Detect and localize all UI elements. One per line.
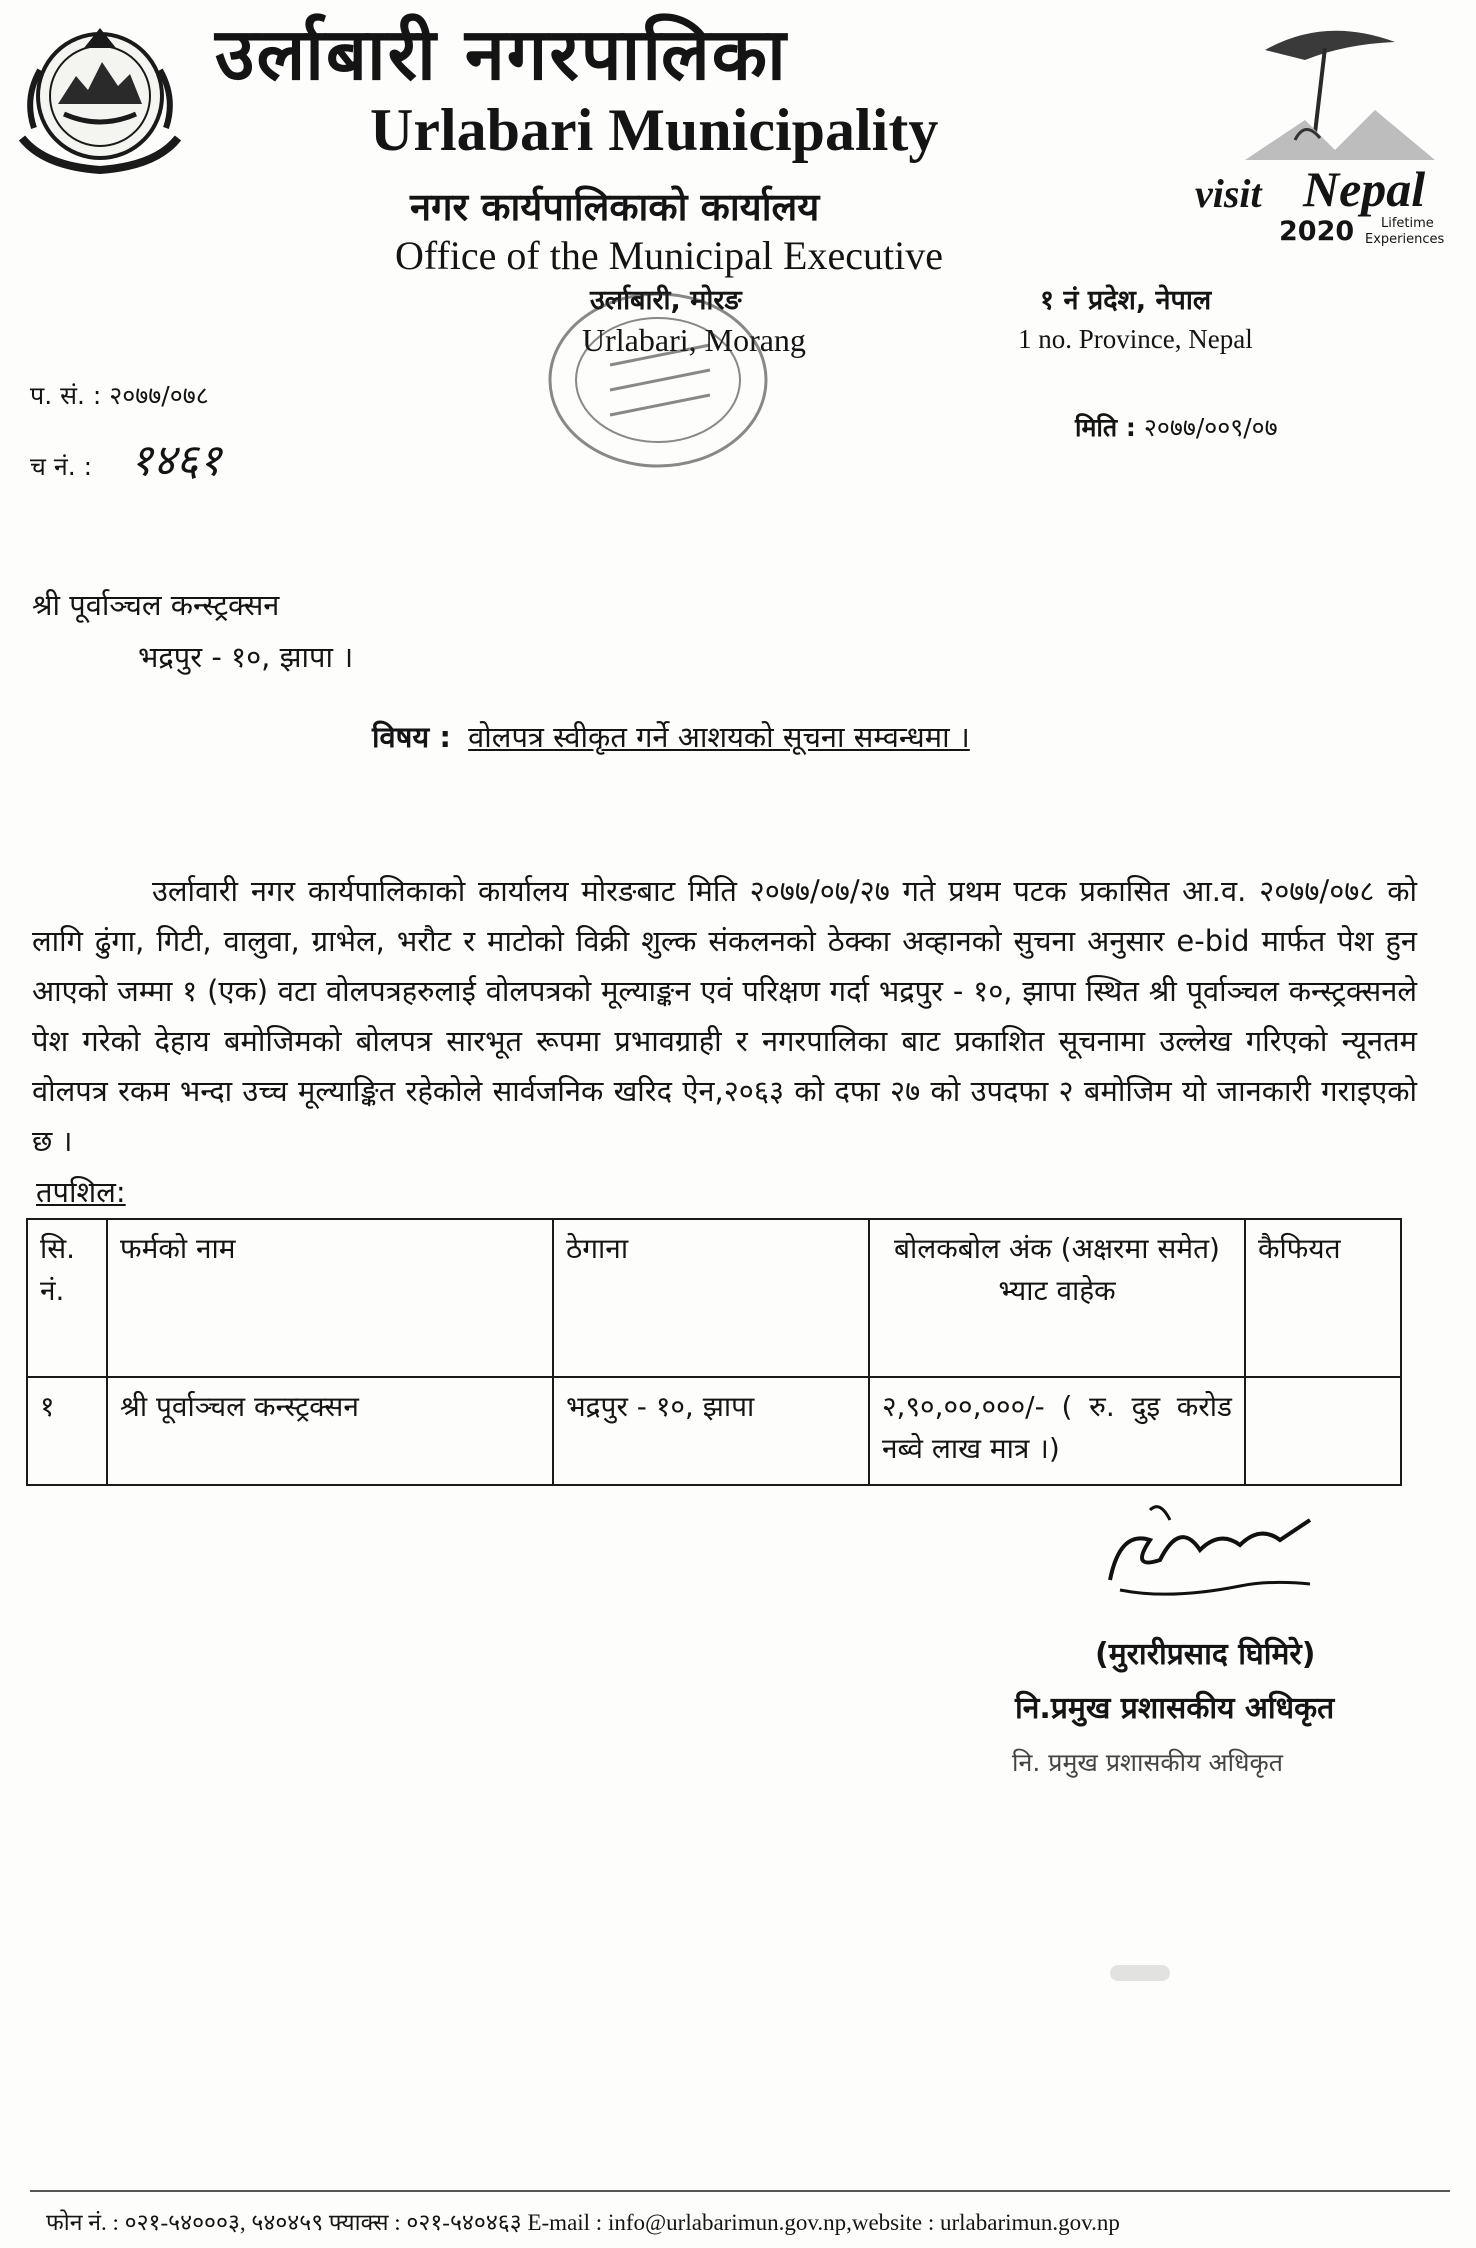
- cn-value: १४६१: [129, 435, 222, 486]
- header-firm: फर्मको नाम: [107, 1219, 553, 1377]
- ps-number: [30, 378, 209, 412]
- date-value: २०७७/००९/०७: [1143, 413, 1278, 442]
- signatory-designation: नि.प्रमुख प्रशासकीय अधिकृत: [1015, 1691, 1335, 1726]
- header-remarks: कैफियत: [1245, 1219, 1401, 1377]
- cn-number: [30, 428, 222, 488]
- designation-stamp: नि. प्रमुख प्रशासकीय अधिकृत: [1012, 1748, 1283, 1777]
- recipient-name: श्री पूर्वाञ्चल कन्स्ट्रक्सन: [32, 588, 280, 622]
- subject-text: वोलपत्र स्वीकृत गर्ने आशयको सूचना सम्वन्धमा ।: [468, 720, 970, 754]
- ps-value: २०७७/०७८: [109, 381, 209, 410]
- row-remarks: [1245, 1377, 1401, 1485]
- ink-smudge: [1110, 1965, 1170, 1981]
- row-address: भद्रपुर - १०, झापा: [553, 1377, 869, 1485]
- row-sn: १: [27, 1377, 107, 1485]
- header-address: ठेगाना: [553, 1219, 869, 1377]
- municipality-title-en: Urlabari Municipality: [370, 97, 939, 163]
- recipient-address: भद्रपुर - १०, झापा ।: [138, 640, 354, 674]
- table-row: [27, 1377, 1401, 1485]
- office-title-np: नगर कार्यपालिकाको कार्यालय: [410, 185, 820, 229]
- nepal-emblem-logo: [14, 18, 186, 183]
- ps-label: प. सं. :: [30, 381, 102, 410]
- office-seal-stamp: [540, 285, 775, 475]
- subject-label: विषय :: [372, 720, 451, 754]
- signatory-name: (मुरारीप्रसाद घिमिरे): [1095, 1637, 1316, 1672]
- body-paragraph: उर्लावारी नगर कार्यपालिकाको कार्यालय मोरङबाट मिति २०७७/०७/२७ गते प्रथम पटक प्रकासित आ.व. २०७७/०७८ को लागि ढुंगा, गिटी, वालुवा, ग्राभेल, भरौट र माटोको विक्री शुल्क संकलनको ठेक्का अव्हानको सुचना अनुसार e-bid मार्फत पेश हुन आएको जम्मा १ (एक) वटा वोलपत्रहरुलाई वोलपत्रको मूल्याङ्कन एवं परिक्षण गर्दा भद्रपुर - १०, झापा स्थित श्री पूर्वाञ्चल कन्स्ट्रक्सनले पेश गरेको देहाय बमोजिमको बोलपत्र सारभूत रूपमा प्रभावग्राही र नगरपालिका बाट प्रकाशित सूचनामा उल्लेख गरिएको न्यूनतम वोलपत्र रकम भन्दा उच्च मूल्याङ्कित रहेकोले सार्वजनिक खरिद ऐन,२०६३ को दफा २७ को उपदफा २ बमोजिम यो जानकारी गराइएको छ ।: [32, 874, 1417, 1158]
- experiences-label: Experiences: [1365, 232, 1445, 247]
- header-amount: बोलकबोल अंक (अक्षरमा समेत) भ्याट वाहेक: [869, 1219, 1245, 1377]
- header-sn: सि. नं.: [27, 1219, 107, 1377]
- date-label: मिति :: [1075, 413, 1136, 442]
- handwritten-signature: [1090, 1490, 1340, 1620]
- table-header-row: [27, 1219, 1401, 1377]
- footer-contact: फोन नं. : ०२१-५४०००३, ५४०४५९ फ्याक्स : ०२१-५४०४६३ E-mail : info@urlabarimun.gov.np,website : urlabarimun.gov.np: [46, 2210, 1120, 2235]
- footer-divider: [30, 2190, 1450, 2192]
- municipality-title-np: उर्लाबारी नगरपालिका: [215, 12, 788, 96]
- nepal-label: Nepal: [1303, 161, 1426, 217]
- subject-line: [372, 717, 970, 756]
- location-np: उर्लाबारी, मोरङ: [590, 285, 742, 316]
- table-caption: तपशिल:: [36, 1175, 126, 1209]
- cn-label: च नं. :: [30, 452, 93, 481]
- letter-date: [1075, 410, 1278, 444]
- bid-details-table: [26, 1218, 1402, 1486]
- office-title-en: Office of the Municipal Executive: [395, 233, 943, 278]
- row-amount: २,९०,००,०००/- ( रु. दुइ करोड नब्वे लाख मात्र ।): [869, 1377, 1245, 1485]
- province-en: 1 no. Province, Nepal: [1018, 324, 1253, 354]
- visit-nepal-logo: [1185, 20, 1465, 255]
- visit-label: visit: [1195, 171, 1262, 216]
- lifetime-label: Lifetime: [1381, 216, 1434, 231]
- location-en: Urlabari, Morang: [582, 322, 806, 358]
- province-np: १ नं प्रदेश, नेपाल: [1040, 285, 1212, 316]
- year-label: 2020: [1279, 216, 1355, 247]
- row-firm: श्री पूर्वाञ्चल कन्स्ट्रक्सन: [107, 1377, 553, 1485]
